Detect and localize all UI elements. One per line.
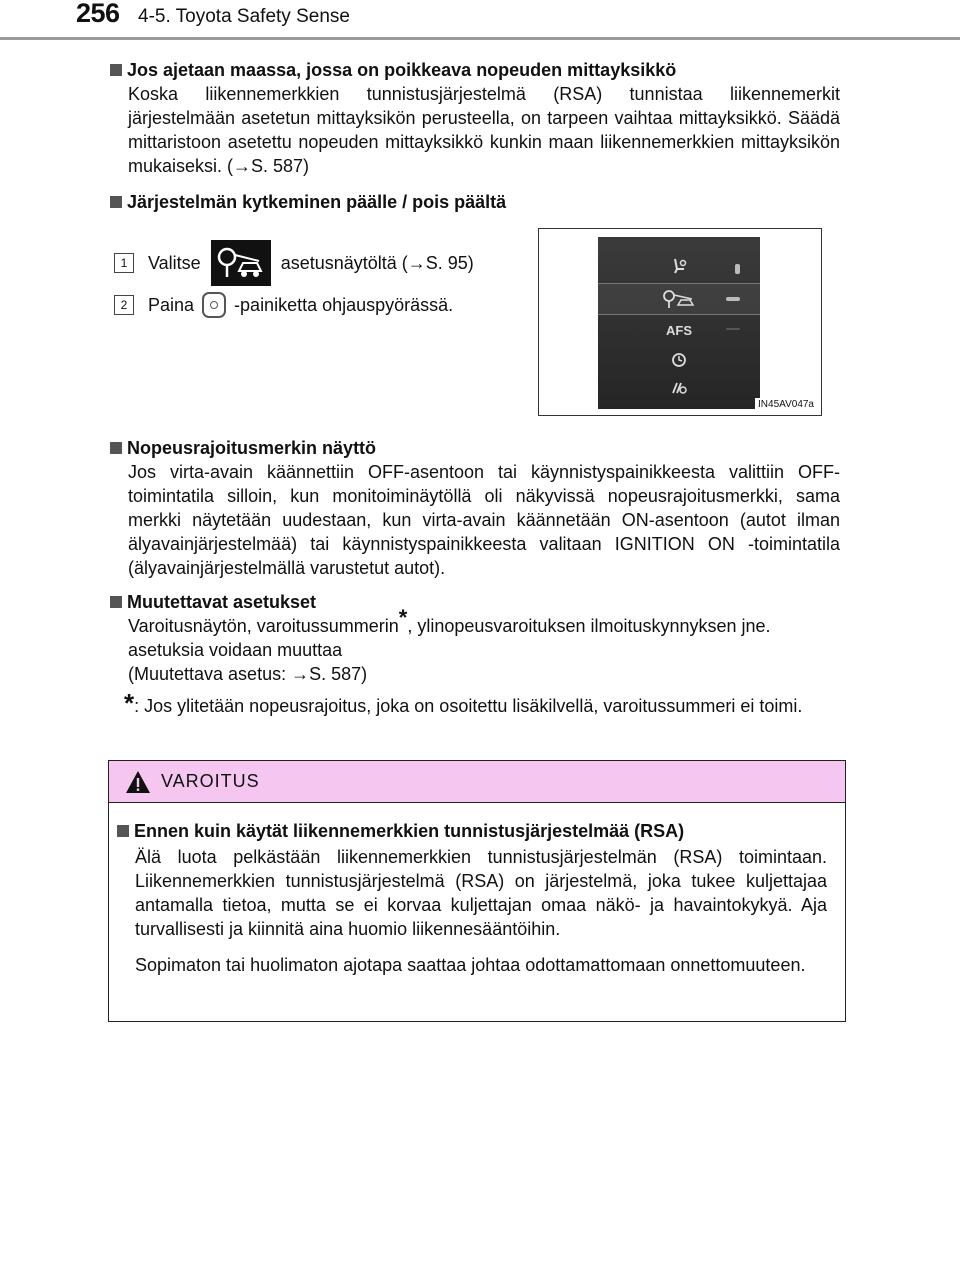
afs-label: AFS xyxy=(666,322,692,338)
display-figure xyxy=(538,228,822,416)
page-number: 256 xyxy=(76,0,120,28)
heading-text: Nopeusrajoitusmerkin näyttö xyxy=(127,438,377,458)
step-number-badge: 1 xyxy=(114,253,134,273)
warning-body xyxy=(109,803,845,977)
vehicle-settings-icon xyxy=(670,379,688,397)
warning-paragraph-2: Sopimaton tai huolimaton ajotapa saattaa johtaa odottamattomaan onnettomuuteen. xyxy=(135,955,806,975)
rsa-settings-icon xyxy=(211,240,271,286)
step-text: asetusnäytöltä (→S. 95) xyxy=(280,253,474,273)
paragraph-unit-country: Koska liikennemerkkien tunnistusjärjestelmä (RSA) tunnistaa liikennemerkit järjestelmään asetetun mittayksikön perusteella, on tarpeen vaihtaa mittayksikkö. Säädä mittaristoon asetettu nopeuden mittayksikkö kunkin maan liikennemerkkien mittayksikön mukaiseksi. (→S. 587) xyxy=(128,84,840,176)
page-header xyxy=(0,0,960,40)
warning-heading xyxy=(117,819,827,843)
heading-text: Jos ajetaan maassa, jossa on poikkeava nopeuden mittayksikkö xyxy=(127,60,677,80)
indicator-led-off xyxy=(726,328,740,330)
bullet-square-icon xyxy=(110,442,122,454)
step-1 xyxy=(114,240,474,286)
step-2 xyxy=(114,292,453,318)
bullet-square-icon xyxy=(117,825,129,837)
warning-paragraph-1: Älä luota pelkästään liikennemerkkien tunnistusjärjestelmän (RSA) toimintaan. Liikennemerkkien tunnistusjärjestelmä (RSA) on järjestelmä, joka tukee kuljettajaa antamalla tietoa, mutta se ei korvaa kuljettajan omaa näkö- ja havaintokykyä. Aja turvallisesti ja kiinnitä aina huomio liikennesääntöihin. xyxy=(135,847,827,939)
bullet-square-icon xyxy=(110,596,122,608)
indicator-led xyxy=(735,264,740,274)
fig-row-clock xyxy=(598,345,760,375)
section-title: 4-5. Toyota Safety Sense xyxy=(138,6,350,27)
steering-wheel-button-icon xyxy=(202,292,226,318)
fig-row-settings xyxy=(598,373,760,403)
step-text: -painiketta ohjauspyörässä. xyxy=(234,295,454,315)
warning-header xyxy=(109,761,845,803)
figure-code: IN45AV047a xyxy=(755,398,817,411)
step-number-badge: 2 xyxy=(114,295,134,315)
heading-text: Ennen kuin käytät liikennemerkkien tunnistusjärjestelmää (RSA) xyxy=(134,821,685,841)
heading-unit-country xyxy=(110,58,840,82)
rsa-icon xyxy=(662,289,696,309)
seat-settings-icon xyxy=(670,257,688,275)
footnote-asterisk: * xyxy=(124,688,135,718)
heading-custom-settings xyxy=(110,590,840,614)
fig-row-rsa-selected xyxy=(598,283,760,315)
clock-icon xyxy=(671,352,687,368)
step-text: Valitse xyxy=(148,253,201,273)
heading-on-off xyxy=(110,190,840,214)
warning-label: VAROITUS xyxy=(161,771,260,791)
heading-text: Muutettavat asetukset xyxy=(127,592,317,612)
fig-row-afs xyxy=(598,315,760,345)
header-divider xyxy=(0,37,960,40)
instrument-panel-image xyxy=(598,237,760,409)
page-content xyxy=(110,48,840,718)
paragraph-custom-settings xyxy=(128,605,840,686)
bullet-square-icon xyxy=(110,196,122,208)
fig-row-seat-icon xyxy=(598,251,760,281)
footnote xyxy=(124,688,840,718)
settings-text-part: Varoitusnäytön, varoitussummerin xyxy=(128,616,399,636)
asterisk-mark: * xyxy=(398,605,408,630)
settings-reference: (Muutettava asetus: →S. 587) xyxy=(128,664,368,684)
settings-text-part: , ylinopeusvaroituksen ilmoituskynnyksen jne. asetuksia voidaan muuttaa xyxy=(128,616,771,660)
bullet-square-icon xyxy=(110,64,122,76)
footnote-text: : Jos ylitetään nopeusrajoitus, joka on osoitettu lisäkilvellä, varoitussummeri ei toimi. xyxy=(134,696,803,716)
warning-box xyxy=(108,760,846,1022)
heading-speed-sign-display xyxy=(110,436,840,460)
warning-triangle-icon xyxy=(125,770,151,794)
indicator-led-on xyxy=(726,297,740,301)
step-text: Paina xyxy=(148,295,195,315)
steps-block xyxy=(110,228,840,418)
heading-text: Järjestelmän kytkeminen päälle / pois päältä xyxy=(127,192,507,212)
paragraph-speed-sign-display: Jos virta-avain käännettiin OFF-asentoon tai käynnistyspainikkeesta valittiin OFF-toimintatila silloin, kun monitoiminäytöllä oli näkyvissä nopeusrajoitusmerkki, sama merkki näytetään uudestaan, kun virta-avain käännetään ON-asentoon (autot ilman älyavainjärjestelmää) tai käynnistyspainikkeesta valitaan IGNITION ON -toimintatila (älyavainjärjestelmällä varustetut autot). xyxy=(128,462,840,578)
